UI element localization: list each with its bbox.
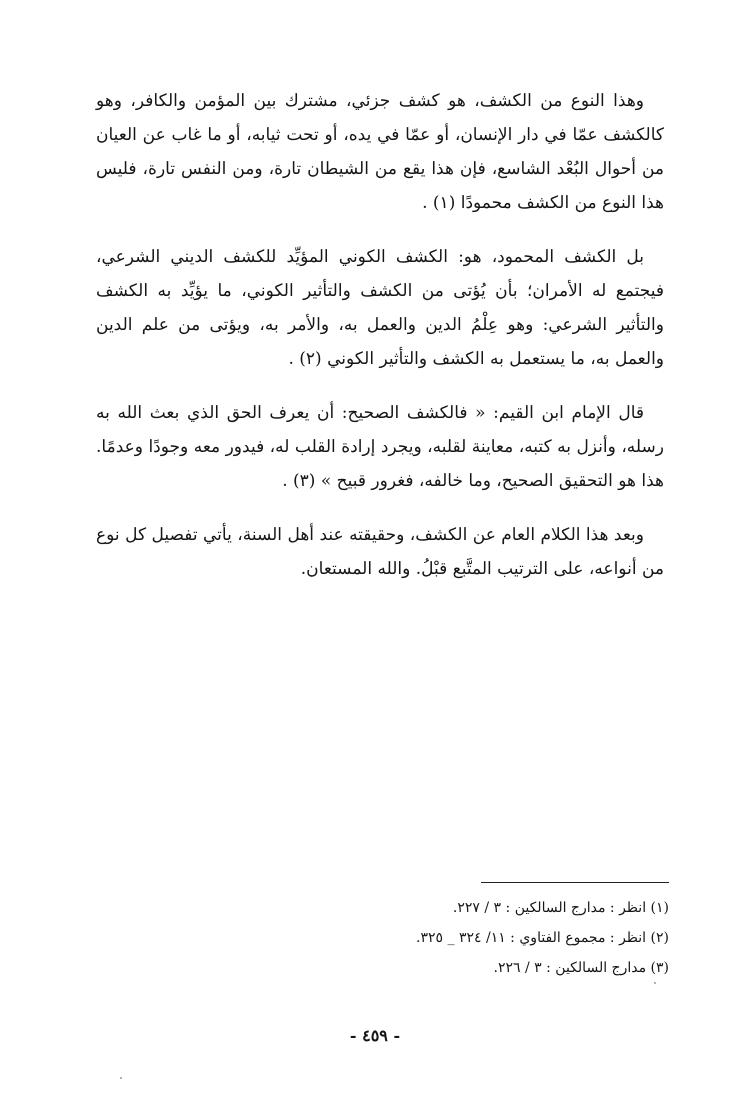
paragraph-3: قال الإمام ابن القيم: « فالكشف الصحيح: أن يعرف الحق الذي بعث الله به رسله، وأنزل به كتبه، معاينة لقلبه، ويجرد إرادة القلب له، فيدور معه وجودًا وعدمًا. هذا هو التحقيق الصحيح، وما خالفه، فغرور قبيح » (٣) . [96,403,664,491]
page-number: - ٤٥٩ - [349,1026,401,1045]
footnote-1: (١) انظر : مدارج السالكين : ٣ / ٢٢٧. [452,900,669,916]
footnote-2: (٢) انظر : مجموع الفتاوي : ١١/ ٣٢٤ _ ٣٢٥. [416,930,669,946]
scan-speck [654,982,656,984]
main-text [96,84,664,606]
footnote-divider [481,882,669,883]
paragraph-4: وبعد هذا الكلام العام عن الكشف، وحقيقته عند أهل السنة، يأتي تفصيل كل نوع من أنواعه، على الترتيب المتَّبع قبْلُ. والله المستعان. [96,525,664,579]
scan-speck [120,1077,122,1079]
paragraph-2: بل الكشف المحمود، هو: الكشف الكوني المؤيِّد للكشف الديني الشرعي، فيجتمع له الأمران؛ بأن يُؤتى من الكشف والتأثير الكوني، ما يؤيِّد به الكشف والتأثير الشرعي: وهو عِلْمُ الدين والعمل به، والأمر به، ويؤتى من علم الدين والعمل به، ما يستعمل به الكشف والتأثير الكوني (٢) . [96,247,664,369]
paragraph-1: وهذا النوع من الكشف، هو كشف جزئي، مشترك بين المؤمن والكافر، وهو كالكشف عمّا في دار الإنسان، أو عمّا في يده، أو تحت ثيابه، أو ما غاب عن العيان من أحوال البُعْد الشاسع، فإن هذا يقع من الشيطان تارة، ومن النفس تارة، فليس هذا النوع من الكشف محمودًا (١) . [96,91,664,213]
footnote-3: (٣) مدارج السالكين : ٣ / ٢٢٦. [493,960,669,976]
footnotes [96,893,669,983]
